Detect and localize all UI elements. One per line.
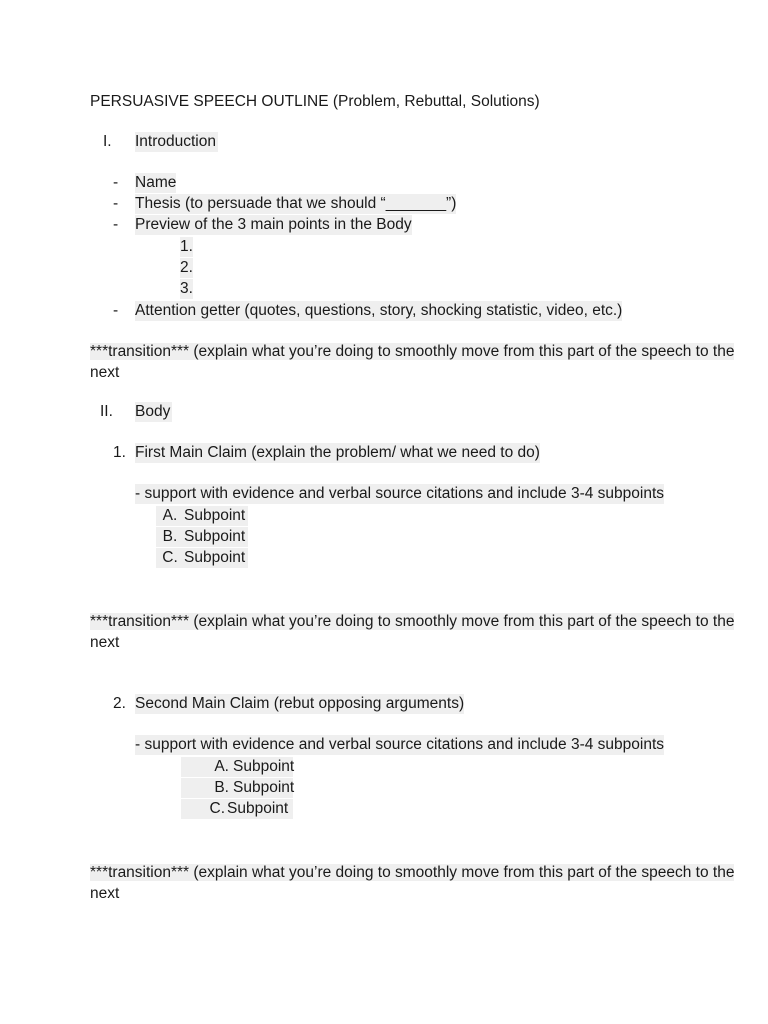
subpoint-letter: A. [214, 758, 229, 775]
subpoint-letter: C. [162, 549, 178, 566]
section-1-heading: Introduction [135, 133, 216, 150]
subpoint-letter: A. [162, 507, 178, 524]
transition-line [90, 863, 734, 883]
bullet-name: Name [135, 174, 177, 191]
section-1-numeral: I. [103, 133, 112, 150]
transition-continuation: next [90, 364, 120, 381]
claim-1-subpoint-a [156, 506, 248, 526]
bullet-dash: - [113, 195, 119, 212]
claim-2-subpoint-c [181, 799, 293, 819]
section-2-heading: Body [135, 403, 171, 420]
claim-2-number: 2. [113, 695, 126, 712]
document-title: PERSUASIVE SPEECH OUTLINE (Problem, Rebuttal, Solutions) [90, 93, 540, 110]
subpoint-letter: B. [214, 779, 229, 796]
transition-line [90, 342, 734, 362]
transition-label: ***transition*** [90, 864, 190, 881]
bullet-attention-getter: Attention getter (quotes, questions, story, shocking statistic, video, etc.) [135, 302, 623, 319]
claim-2-text: Second Main Claim (rebut opposing arguments) [135, 695, 465, 712]
transition-label: ***transition*** [90, 613, 190, 630]
subpoint-letter: C. [209, 800, 225, 817]
bullet-dash: - [113, 302, 119, 319]
transition-label: ***transition*** [90, 343, 190, 360]
claim-1-support: - support with evidence and verbal source citations and include 3-4 subpoints [135, 485, 665, 502]
claim-1-subpoint-c [156, 548, 248, 568]
subpoint-text: Subpoint [184, 507, 246, 524]
bullet-preview: Preview of the 3 main points in the Body [135, 216, 412, 233]
preview-number-2: 2. [180, 259, 193, 276]
subpoint-text: Subpoint [184, 528, 246, 545]
claim-1-subpoint-b [156, 527, 248, 547]
subpoint-text: Subpoint [184, 549, 246, 566]
transition-text: (explain what you’re doing to smoothly move from this part of the speech to the [189, 343, 735, 360]
bullet-dash: - [113, 174, 119, 191]
claim-2-subpoint-a [181, 757, 293, 777]
subpoint-text: Subpoint [227, 800, 289, 817]
subpoint-text: Subpoint [233, 779, 295, 796]
claim-2-subpoint-b [181, 778, 293, 798]
transition-text: (explain what you’re doing to smoothly move from this part of the speech to the [189, 613, 735, 630]
preview-number-1: 1. [180, 238, 193, 255]
subpoint-letter: B. [162, 528, 178, 545]
section-2-numeral: II. [100, 403, 113, 420]
transition-text: (explain what you’re doing to smoothly move from this part of the speech to the [189, 864, 735, 881]
transition-continuation: next [90, 885, 120, 902]
bullet-thesis: Thesis (to persuade that we should “_______”) [135, 195, 457, 212]
transition-line [90, 612, 734, 632]
claim-1-number: 1. [113, 444, 126, 461]
claim-2-support: - support with evidence and verbal source citations and include 3-4 subpoints [135, 736, 665, 753]
transition-continuation: next [90, 634, 120, 651]
preview-number-3: 3. [180, 280, 193, 297]
claim-1-text: First Main Claim (explain the problem/ what we need to do) [135, 444, 540, 461]
subpoint-text: Subpoint [233, 758, 295, 775]
bullet-dash: - [113, 216, 119, 233]
